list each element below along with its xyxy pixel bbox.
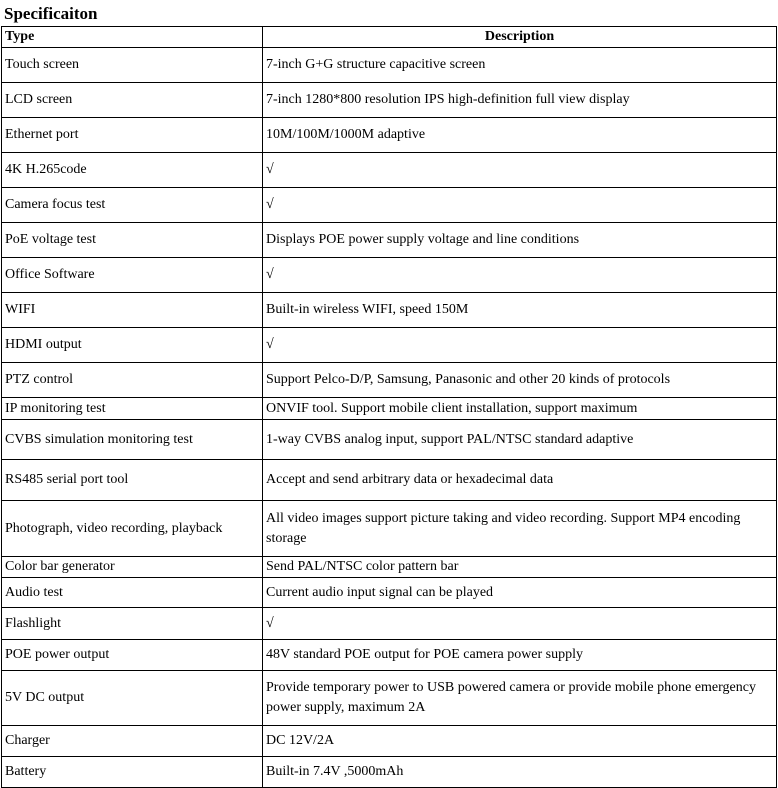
type-cell: Camera focus test <box>2 188 263 223</box>
description-cell: 7-inch G+G structure capacitive screen <box>263 48 777 83</box>
description-cell: Displays POE power supply voltage and line conditions <box>263 223 777 258</box>
table-row <box>2 460 777 501</box>
description-cell: Accept and send arbitrary data or hexadecimal data <box>263 460 777 501</box>
type-cell: LCD screen <box>2 83 263 118</box>
table-row <box>2 118 777 153</box>
table-row <box>2 420 777 460</box>
table-row <box>2 671 777 726</box>
type-cell: PTZ control <box>2 363 263 398</box>
header-description: Description <box>263 27 777 48</box>
description-cell: 10M/100M/1000M adaptive <box>263 118 777 153</box>
table-row <box>2 223 777 258</box>
description-cell: √ <box>263 608 777 640</box>
description-cell: Support Pelco-D/P, Samsung, Panasonic and other 20 kinds of protocols <box>263 363 777 398</box>
description-cell: √ <box>263 328 777 363</box>
header-type: Type <box>2 27 263 48</box>
table-row <box>2 328 777 363</box>
table-row <box>2 83 777 118</box>
description-cell: DC 12V/2A <box>263 726 777 757</box>
description-cell: √ <box>263 258 777 293</box>
type-cell: PoE voltage test <box>2 223 263 258</box>
type-cell: WIFI <box>2 293 263 328</box>
type-cell: Battery <box>2 757 263 788</box>
table-row <box>2 501 777 557</box>
description-cell: All video images support picture taking and video recording. Support MP4 encoding storage <box>263 501 777 557</box>
type-cell: CVBS simulation monitoring test <box>2 420 263 460</box>
type-cell: HDMI output <box>2 328 263 363</box>
description-cell: 7-inch 1280*800 resolution IPS high-definition full view display <box>263 83 777 118</box>
type-cell: Ethernet port <box>2 118 263 153</box>
type-cell: RS485 serial port tool <box>2 460 263 501</box>
table-row <box>2 640 777 671</box>
type-cell: 4K H.265code <box>2 153 263 188</box>
table-row <box>2 557 777 578</box>
table-body <box>2 48 777 788</box>
table-row <box>2 398 777 420</box>
table-row <box>2 757 777 788</box>
table-row <box>2 578 777 608</box>
table-row <box>2 726 777 757</box>
type-cell: Office Software <box>2 258 263 293</box>
table-row <box>2 188 777 223</box>
table-row <box>2 153 777 188</box>
table-row <box>2 258 777 293</box>
description-cell: Send PAL/NTSC color pattern bar <box>263 557 777 578</box>
description-cell: ONVIF tool. Support mobile client installation, support maximum <box>263 398 777 420</box>
type-cell: Audio test <box>2 578 263 608</box>
type-cell: Flashlight <box>2 608 263 640</box>
page-title: Specificaiton <box>4 4 98 23</box>
type-cell: IP monitoring test <box>2 398 263 420</box>
table-row <box>2 48 777 83</box>
description-cell: √ <box>263 188 777 223</box>
specification-table <box>1 26 777 788</box>
description-cell: 48V standard POE output for POE camera power supply <box>263 640 777 671</box>
description-cell: Built-in 7.4V ,5000mAh <box>263 757 777 788</box>
description-cell: 1-way CVBS analog input, support PAL/NTSC standard adaptive <box>263 420 777 460</box>
type-cell: POE power output <box>2 640 263 671</box>
type-cell: Touch screen <box>2 48 263 83</box>
description-cell: √ <box>263 153 777 188</box>
description-cell: Provide temporary power to USB powered camera or provide mobile phone emergency power supply, maximum 2A <box>263 671 777 726</box>
type-cell: Photograph, video recording, playback <box>2 501 263 557</box>
table-row <box>2 293 777 328</box>
table-row <box>2 363 777 398</box>
type-cell: Color bar generator <box>2 557 263 578</box>
table-row <box>2 608 777 640</box>
type-cell: Charger <box>2 726 263 757</box>
type-cell: 5V DC output <box>2 671 263 726</box>
description-cell: Built-in wireless WIFI, speed 150M <box>263 293 777 328</box>
table-header-row <box>2 27 777 48</box>
description-cell: Current audio input signal can be played <box>263 578 777 608</box>
